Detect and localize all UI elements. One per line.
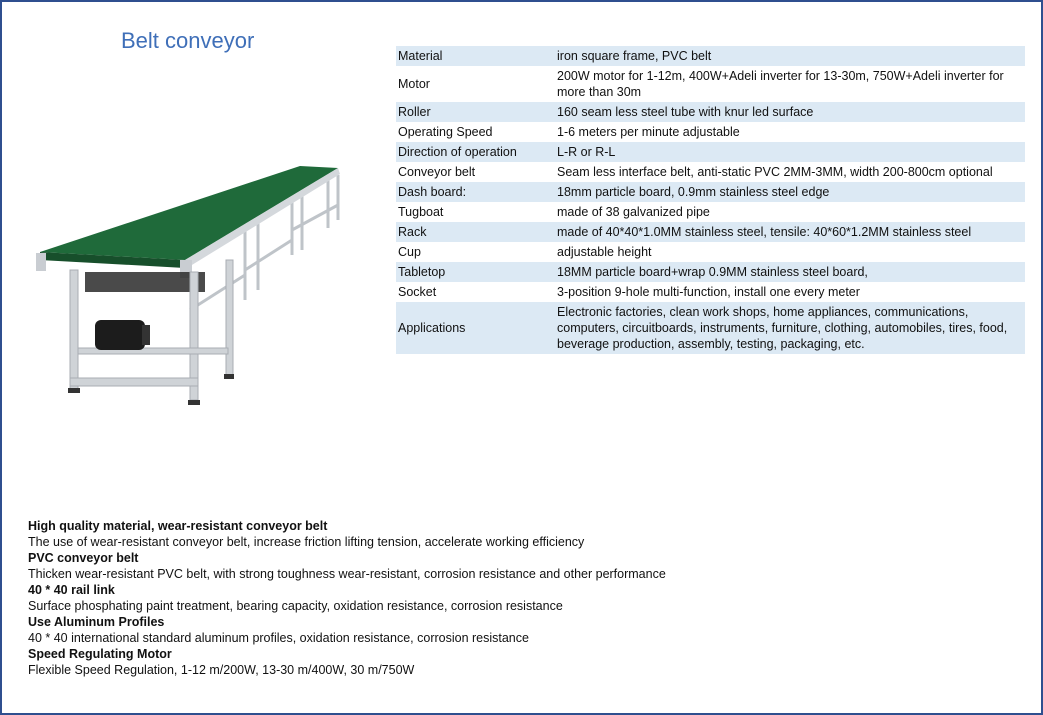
spec-value: iron square frame, PVC belt bbox=[555, 46, 1025, 66]
spec-row bbox=[396, 242, 1025, 262]
spec-row bbox=[396, 102, 1025, 122]
spec-value: adjustable height bbox=[555, 242, 1025, 262]
spec-value: 3-position 9-hole multi-function, install one every meter bbox=[555, 282, 1025, 302]
spec-row bbox=[396, 262, 1025, 282]
spec-key: Conveyor belt bbox=[396, 162, 555, 182]
spec-key: Dash board: bbox=[396, 182, 555, 202]
spec-key: Socket bbox=[396, 282, 555, 302]
spec-value: made of 40*40*1.0MM stainless steel, tensile: 40*60*1.2MM stainless steel bbox=[555, 222, 1025, 242]
feature-text: Flexible Speed Regulation, 1-12 m/200W, 13-30 m/400W, 30 m/750W bbox=[28, 663, 415, 677]
feature-text: Surface phosphating paint treatment, bearing capacity, oxidation resistance, corrosion resistance bbox=[28, 599, 563, 613]
spec-row bbox=[396, 302, 1025, 354]
spec-key: Motor bbox=[396, 66, 555, 102]
spec-row bbox=[396, 182, 1025, 202]
spec-row bbox=[396, 282, 1025, 302]
feature-heading: Use Aluminum Profiles bbox=[28, 615, 165, 629]
page-title: Belt conveyor bbox=[121, 28, 255, 53]
feature-heading: Speed Regulating Motor bbox=[28, 647, 172, 661]
spec-key: Material bbox=[396, 46, 555, 66]
spec-table bbox=[396, 46, 1025, 354]
spec-row bbox=[396, 202, 1025, 222]
spec-key: Direction of operation bbox=[396, 142, 555, 162]
feature-heading: High quality material, wear-resistant conveyor belt bbox=[28, 519, 328, 533]
belt-conveyor-illustration bbox=[30, 160, 350, 415]
spec-row bbox=[396, 46, 1025, 66]
spec-value: 18MM particle board+wrap 0.9MM stainless steel board, bbox=[555, 262, 1025, 282]
spec-row bbox=[396, 66, 1025, 102]
spec-row bbox=[396, 122, 1025, 142]
feature-text: Thicken wear-resistant PVC belt, with strong toughness wear-resistant, corrosion resistance and other performance bbox=[28, 567, 666, 581]
spec-value: 160 seam less steel tube with knur led surface bbox=[555, 102, 1025, 122]
spec-value: 1-6 meters per minute adjustable bbox=[555, 122, 1025, 142]
spec-key: Tabletop bbox=[396, 262, 555, 282]
spec-row bbox=[396, 142, 1025, 162]
feature-heading: PVC conveyor belt bbox=[28, 551, 139, 565]
feature-text: The use of wear-resistant conveyor belt, increase friction lifting tension, accelerate working efficiency bbox=[28, 535, 585, 549]
spec-key: Operating Speed bbox=[396, 122, 555, 142]
spec-key: Cup bbox=[396, 242, 555, 262]
spec-value: Electronic factories, clean work shops, home appliances, communications, computers, circuitboards, instruments, furniture, clothing, automobiles, tires, food, beverage production, assembly, testing, packaging, etc. bbox=[555, 302, 1025, 354]
feature-list bbox=[28, 518, 666, 678]
feature-text: 40 * 40 international standard aluminum profiles, oxidation resistance, corrosion resistance bbox=[28, 631, 529, 645]
spec-key: Roller bbox=[396, 102, 555, 122]
spec-value: 18mm particle board, 0.9mm stainless steel edge bbox=[555, 182, 1025, 202]
spec-value: L-R or R-L bbox=[555, 142, 1025, 162]
spec-value: 200W motor for 1-12m, 400W+Adeli inverter for 13-30m, 750W+Adeli inverter for more than 30m bbox=[555, 66, 1025, 102]
spec-value: Seam less interface belt, anti-static PVC 2MM-3MM, width 200-800cm optional bbox=[555, 162, 1025, 182]
spec-key: Tugboat bbox=[396, 202, 555, 222]
spec-key: Rack bbox=[396, 222, 555, 242]
spec-key: Applications bbox=[396, 302, 555, 354]
spec-row bbox=[396, 222, 1025, 242]
spec-value: made of 38 galvanized pipe bbox=[555, 202, 1025, 222]
feature-heading: 40 * 40 rail link bbox=[28, 583, 115, 597]
spec-row bbox=[396, 162, 1025, 182]
